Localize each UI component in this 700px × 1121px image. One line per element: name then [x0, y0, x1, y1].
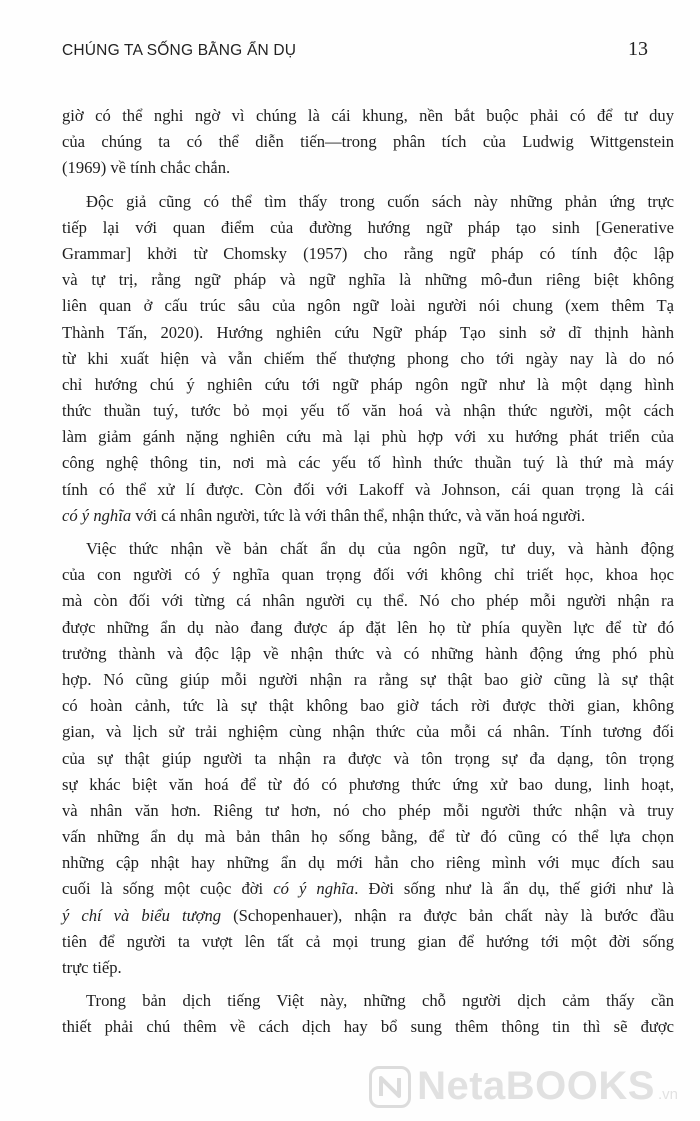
text-line: (1969) về tính chắc chắn.	[62, 158, 231, 178]
text-line: thiết phải chú thêm về cách dịch hay bổ sung thêm thông tin thì sẽ được	[62, 1017, 674, 1037]
text-line: sự khác biệt văn hoá để từ đó có phương thức ứng xử bao dung, linh hoạt,	[62, 774, 674, 794]
text-line: mà còn đối với từng cá nhân người cụ thể. Nó cho phép mỗi người nhận ra	[62, 591, 674, 611]
text-line: có ý nghĩa với cá nhân người, tức là với thân thể, nhận thức, và văn hoá người.	[62, 505, 586, 525]
text-line: liên quan ở cấu trúc sâu của ngôn ngữ loài người nói chung (xem thêm Tạ	[62, 296, 674, 316]
text-line: Grammar] khởi từ Chomsky (1957) cho rằng ngữ pháp có tính độc lập	[62, 243, 674, 263]
text-line: Thành Tấn, 2020). Hướng nghiên cứu Ngữ pháp Tạo sinh sở dĩ thịnh hành	[62, 322, 674, 342]
paragraph-1	[62, 103, 674, 182]
text-line: từ khi xuất hiện và vẫn chiếm thế thượng phong cho tới ngày nay là do nó	[62, 348, 674, 368]
text-line: trực tiếp.	[62, 958, 122, 977]
text-line: trưởng thành và độc lập về nhận thức và có những hành động ứng phó phù	[62, 643, 674, 663]
text-line: của sự thật giúp người ta nhận ra được và tôn trọng sự đa dạng, tôn trọng	[62, 748, 674, 768]
text-line: công nghệ thông tin, nơi mà các yếu tố hình thức thuần tuý là thứ mà máy	[62, 453, 674, 473]
text-line: những cập nhật hay những ẩn dụ mới hẳn cho riêng mình với mục đích sau	[62, 853, 674, 873]
paragraph-2	[62, 189, 674, 529]
paragraph-4	[62, 988, 674, 1040]
italic-phrase: có ý nghĩa	[273, 879, 355, 899]
body-text	[62, 103, 674, 1048]
running-head: CHÚNG TA SỐNG BẰNG ẨN DỤ	[62, 42, 297, 59]
text-line: Độc giả cũng có thể tìm thấy trong cuốn sách này những phản ứng trực	[86, 191, 674, 211]
text-line: và tự trị, rằng ngữ pháp và ngữ nghĩa là những mô-đun riêng biệt không	[62, 270, 674, 290]
text-line: thức thuần tuý, tước bỏ mọi yếu tố văn hoá và nhận thức người, một cách	[62, 401, 674, 421]
italic-phrase: ý chí và biểu tượng	[62, 905, 222, 925]
italic-phrase: có ý nghĩa	[62, 505, 132, 525]
text-line: và nhân văn hơn. Riêng tư hơn, nó cho phép mỗi người thức nhận và truy	[62, 800, 674, 820]
text-line: làm giảm gánh nặng nghiên cứu mà lại phù hợp với xu hướng phát triển của	[62, 427, 674, 447]
page-header	[62, 38, 648, 64]
text-line: tính có thể xử lí được. Còn đối với Lakoff và Johnson, cái quan trọng là cái	[62, 479, 674, 499]
text-line: cuối là sống một cuộc đời có ý nghĩa. Đời sống như là ẩn dụ, thế giới như là	[62, 879, 675, 899]
text-line: tiên để người ta vượt lên tất cả mọi trung gian để hướng tới một đời sống	[62, 931, 674, 951]
text-line: có hoàn cảnh, tức là sự thật không bao giờ tách rời được thời gian, không	[62, 696, 674, 716]
text-line: chỉ hướng chú ý nghiên cứu tới ngữ pháp ngôn ngữ như là một dạng hình	[62, 374, 674, 394]
text-line: gian, và lịch sử trải nghiệm cùng nhận thức của mỗi cá nhân. Tính tương đối	[62, 722, 674, 742]
text-line: của con người có ý nghĩa quan trọng đối với không chỉ triết học, khoa học	[62, 565, 674, 585]
watermark-domain: .vn	[657, 1086, 678, 1103]
page-number: 13	[628, 38, 648, 60]
watermark-brand: NetaBOOKS	[417, 1064, 655, 1108]
text-line: Trong bản dịch tiếng Việt này, những chỗ người dịch cảm thấy cần	[86, 991, 674, 1011]
text-line: vấn những ẩn dụ mà bản thân họ sống bằng, để từ đó cũng có thể lựa chọn	[62, 827, 674, 847]
text-line: giờ có thể nghi ngờ vì chúng là cái khung, nền bắt buộc phải có để tư duy	[62, 106, 674, 125]
text-line: hợp. Nó cũng giúp mỗi người nhận ra rằng sự thật bao giờ cũng là sự thật	[62, 669, 674, 689]
text-line: được những ẩn dụ nào đang được áp đặt lên họ từ phía quyền lực để từ đó	[62, 617, 674, 637]
text-line: của chúng ta có thể diễn tiến—trong phân tích của Ludwig Wittgenstein	[62, 132, 674, 152]
paragraph-3	[62, 536, 674, 981]
text-line: Việc thức nhận về bản chất ẩn dụ của ngôn ngữ, tư duy, và hành động	[86, 539, 674, 558]
n-logo-icon	[369, 1066, 411, 1108]
text-line: ý chí và biểu tượng (Schopenhauer), nhận ra được bản chất này là bước đầu	[62, 905, 674, 925]
text-line: tiếp lại với quan điểm của đường hướng ngữ pháp tạo sinh [Generative	[62, 217, 674, 237]
watermark	[369, 1064, 678, 1109]
